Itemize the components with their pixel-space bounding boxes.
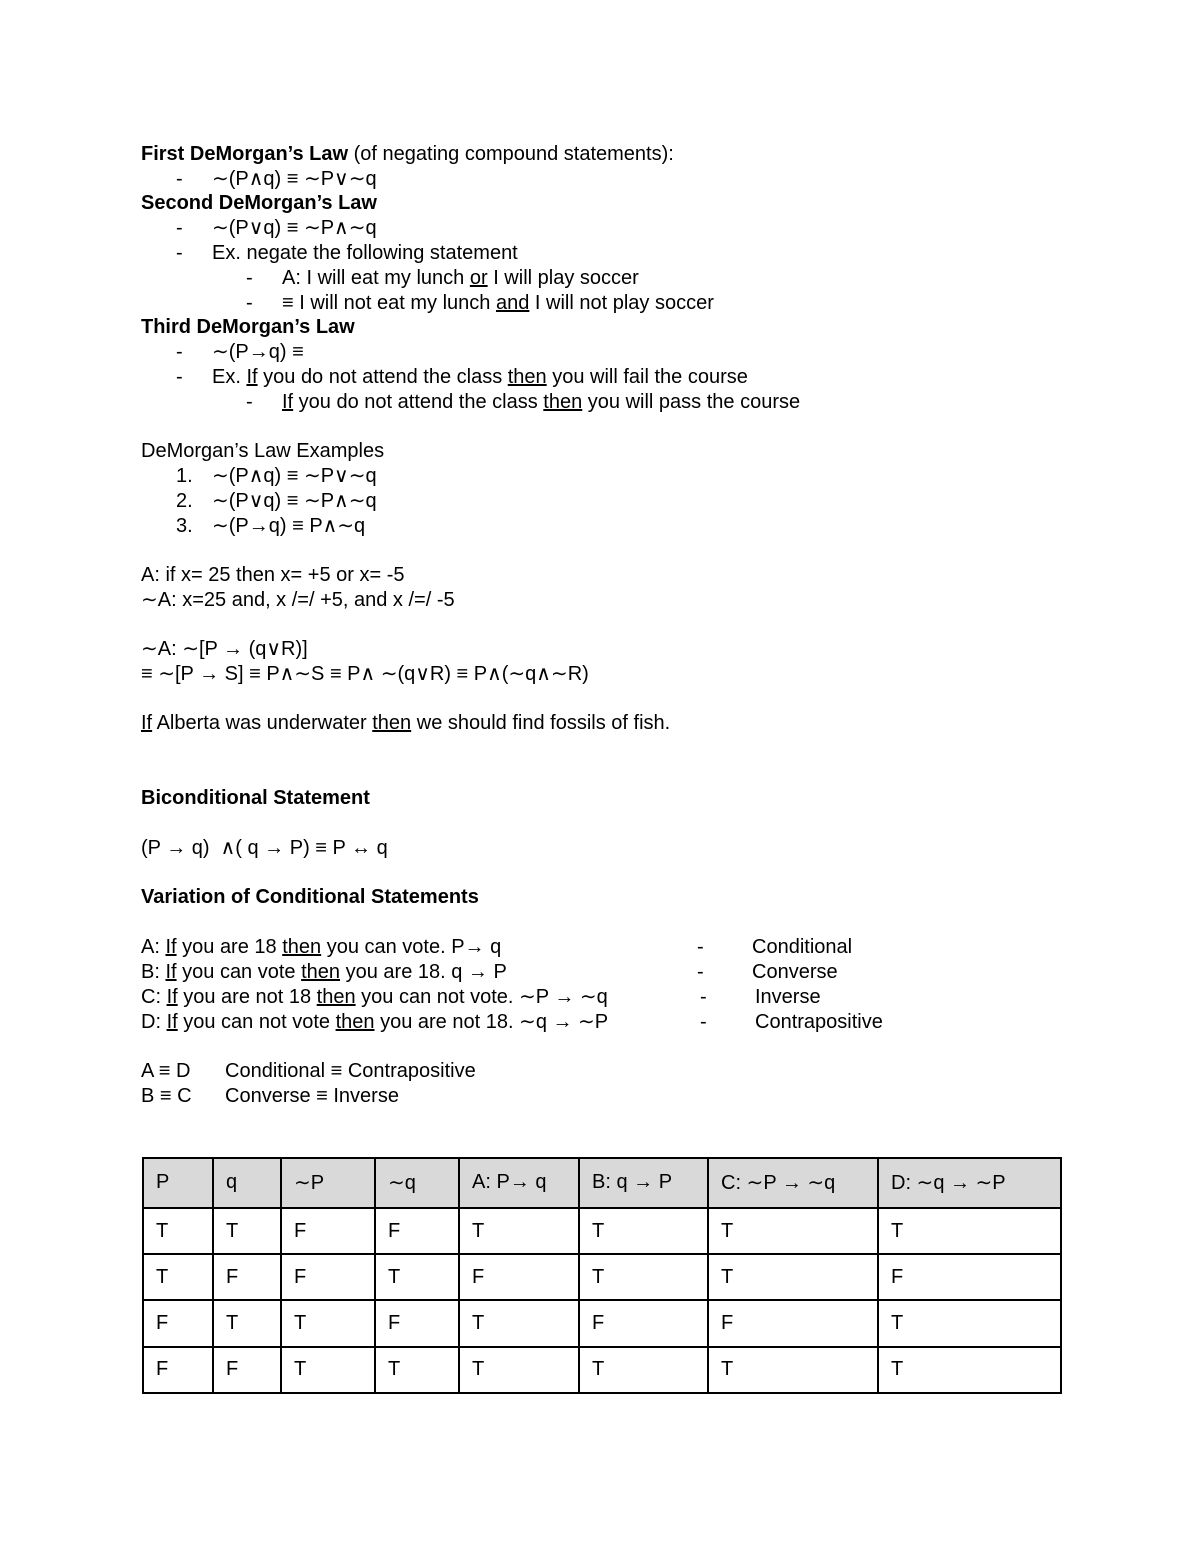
table-row: [143, 1208, 1061, 1254]
text: you can not vote: [177, 1011, 336, 1033]
bullet-dash: -: [176, 366, 183, 388]
underlined-word: If: [165, 936, 177, 958]
text: you are 18: [176, 936, 283, 958]
table-header-row: [143, 1158, 1061, 1208]
section3-title: Third DeMorgan’s Law: [141, 316, 355, 338]
section3-item-1: ∼(P→q) ≡: [212, 341, 304, 363]
table-row: [143, 1254, 1061, 1300]
table-header-cell: ∼q: [375, 1158, 459, 1208]
text: you are not 18. ∼q → ∼P: [374, 1011, 609, 1033]
table-row: [143, 1300, 1061, 1346]
variation-row-a: [141, 935, 501, 959]
table-cell: T: [143, 1254, 213, 1300]
underlined-word: then: [335, 1011, 375, 1033]
underlined-word: If: [166, 986, 178, 1008]
bullet-dash: -: [176, 341, 183, 363]
text: you can vote: [176, 961, 302, 983]
bullet-dash: -: [176, 217, 183, 239]
underlined-word: then: [543, 391, 583, 413]
list-number: 1.: [176, 465, 193, 487]
section3-sub: [282, 390, 800, 414]
underlined-word: If: [141, 712, 153, 734]
variation-label-b: Converse: [752, 961, 838, 983]
text: Alberta was underwater: [152, 712, 373, 734]
example-item-3: ∼(P→q) ≡ P∧∼q: [212, 515, 366, 537]
variation-label-d: Contrapositive: [755, 1011, 883, 1033]
variation-row-d: [141, 1010, 608, 1034]
table-cell: F: [375, 1300, 459, 1346]
example-item-1: ∼(P∧q) ≡ ∼P∨∼q: [212, 465, 377, 487]
table-cell: T: [213, 1208, 281, 1254]
truth-table: [142, 1157, 1062, 1394]
variation-title: Variation of Conditional Statements: [141, 886, 479, 908]
statement-a: A: if x= 25 then x= +5 or x= -5: [141, 564, 405, 586]
section2-sub-a: [282, 266, 639, 290]
bicond-title: Biconditional Statement: [141, 787, 370, 809]
table-cell: T: [878, 1347, 1061, 1393]
section2-sub-b: [282, 291, 714, 315]
section1-heading: [141, 142, 674, 166]
underlined-word: If: [166, 1011, 178, 1033]
table-cell: T: [459, 1208, 579, 1254]
underlined-word: then: [507, 366, 547, 388]
table-header-cell: q: [213, 1158, 281, 1208]
bullet-dash: -: [246, 391, 253, 413]
variation-label-c: Inverse: [755, 986, 821, 1008]
section1-item-1: ∼(P∧q) ≡ ∼P∨∼q: [212, 168, 377, 190]
table-cell: T: [213, 1300, 281, 1346]
table-cell: T: [708, 1254, 878, 1300]
table-cell: T: [708, 1347, 878, 1393]
bullet-dash: -: [700, 986, 707, 1008]
text: B:: [141, 961, 166, 983]
text: you will fail the course: [546, 366, 748, 388]
equivalence-left-2: B ≡ C: [141, 1085, 192, 1107]
table-cell: F: [213, 1254, 281, 1300]
text: A: I will eat my lunch: [282, 267, 470, 289]
table-cell: T: [281, 1347, 375, 1393]
alberta-statement: [141, 711, 670, 735]
equivalence-left-1: A ≡ D: [141, 1060, 191, 1082]
table-cell: T: [708, 1208, 878, 1254]
section2-item-1: ∼(P∨q) ≡ ∼P∧∼q: [212, 217, 377, 239]
bullet-dash: -: [246, 267, 253, 289]
table-header-cell: B: q → P: [579, 1158, 708, 1208]
table-cell: T: [579, 1254, 708, 1300]
text: you are 18. q → P: [340, 961, 507, 983]
table-cell: F: [459, 1254, 579, 1300]
table-cell: F: [281, 1254, 375, 1300]
equivalence-right-1: Conditional ≡ Contrapositive: [225, 1060, 476, 1082]
table-cell: F: [579, 1300, 708, 1346]
table-cell: T: [459, 1300, 579, 1346]
table-header-cell: ∼P: [281, 1158, 375, 1208]
table-header-cell: D: ∼q → ∼P: [878, 1158, 1061, 1208]
table-row: [143, 1347, 1061, 1393]
section3-example: [212, 365, 748, 389]
table-cell: F: [375, 1208, 459, 1254]
table-cell: T: [878, 1208, 1061, 1254]
variation-row-b: [141, 960, 507, 984]
underlined-word: then: [316, 986, 356, 1008]
variation-label-a: Conditional: [752, 936, 853, 958]
underlined-word: then: [372, 712, 412, 734]
text: D:: [141, 1011, 167, 1033]
bullet-dash: -: [697, 936, 704, 958]
text: you will pass the course: [582, 391, 801, 413]
examples-title: DeMorgan’s Law Examples: [141, 440, 385, 462]
statement-not-a-2: ∼A: ∼[P → (q∨R)]: [141, 638, 308, 660]
text: Ex.: [212, 366, 247, 388]
table-cell: F: [213, 1347, 281, 1393]
table-cell: T: [375, 1254, 459, 1300]
table-cell: T: [579, 1208, 708, 1254]
table-cell: T: [878, 1300, 1061, 1346]
underlined-word: then: [301, 961, 341, 983]
text: C:: [141, 986, 167, 1008]
list-number: 2.: [176, 490, 193, 512]
example-item-2: ∼(P∨q) ≡ ∼P∧∼q: [212, 490, 377, 512]
table-header-cell: P: [143, 1158, 213, 1208]
text: you can not vote. ∼P → ∼q: [355, 986, 608, 1008]
text: we should find fossils of fish.: [411, 712, 671, 734]
text: you do not attend the class: [257, 366, 508, 388]
underlined-word: then: [282, 936, 322, 958]
table-cell: F: [878, 1254, 1061, 1300]
table-cell: F: [143, 1347, 213, 1393]
text: you are not 18: [177, 986, 317, 1008]
table-cell: F: [143, 1300, 213, 1346]
section1-title: First DeMorgan’s Law: [141, 143, 349, 165]
list-number: 3.: [176, 515, 193, 537]
variation-row-c: [141, 985, 608, 1009]
underlined-word: If: [246, 366, 258, 388]
table-cell: T: [579, 1347, 708, 1393]
table-cell: T: [375, 1347, 459, 1393]
equivalence-right-2: Converse ≡ Inverse: [225, 1085, 399, 1107]
text: A:: [141, 936, 166, 958]
text: I will not play soccer: [529, 292, 714, 314]
text: I will play soccer: [487, 267, 639, 289]
section2-title: Second DeMorgan’s Law: [141, 192, 377, 214]
text: you can vote. P→ q: [321, 936, 502, 958]
table-cell: T: [143, 1208, 213, 1254]
table-cell: T: [281, 1300, 375, 1346]
bicond-formula: (P → q) ∧( q → P) ≡ P ↔ q: [141, 837, 388, 859]
section1-subtitle: (of negating compound statements):: [348, 143, 674, 165]
text: ≡ I will not eat my lunch: [282, 292, 496, 314]
bullet-dash: -: [697, 961, 704, 983]
bullet-dash: -: [246, 292, 253, 314]
table-header-cell: A: P→ q: [459, 1158, 579, 1208]
underlined-word: If: [282, 391, 294, 413]
table-cell: F: [708, 1300, 878, 1346]
bullet-dash: -: [700, 1011, 707, 1033]
bullet-dash: -: [176, 168, 183, 190]
equivalence-chain: ≡ ∼[P → S] ≡ P∧∼S ≡ P∧ ∼(q∨R) ≡ P∧(∼q∧∼R): [141, 663, 589, 685]
table-cell: F: [281, 1208, 375, 1254]
underlined-word: and: [495, 292, 530, 314]
bullet-dash: -: [176, 242, 183, 264]
table-header-cell: C: ∼P → ∼q: [708, 1158, 878, 1208]
text: you do not attend the class: [293, 391, 544, 413]
statement-not-a: ∼A: x=25 and, x /=/ +5, and x /=/ -5: [141, 589, 455, 611]
underlined-word: If: [165, 961, 177, 983]
table-cell: T: [459, 1347, 579, 1393]
section2-item-2: Ex. negate the following statement: [212, 242, 518, 264]
underlined-word: or: [469, 267, 488, 289]
